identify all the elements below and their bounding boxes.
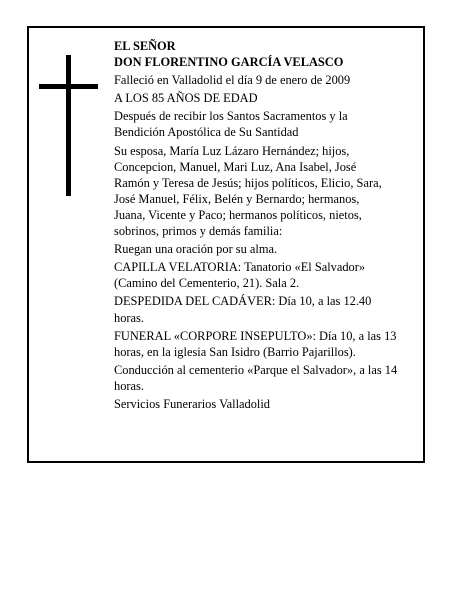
- farewell-line-1: DESPEDIDA DEL CADÁVER: Día 10, a las 12.40: [114, 294, 372, 309]
- death-date: Falleció en Valladolid el día 9 de enero de 2009: [114, 73, 351, 88]
- family-line-2: Concepcion, Manuel, Mari Luz, Ana Isabel, José: [114, 159, 357, 174]
- prayer-line: Ruegan una oración por su alma.: [114, 242, 278, 257]
- cemetery-line-2: horas.: [114, 378, 144, 393]
- family-line-6: sobrinos, primos y demás familia:: [114, 224, 283, 239]
- family-line-1: Su esposa, María Luz Lázaro Hernández; hijos,: [114, 143, 350, 158]
- deceased-name: DON FLORENTINO GARCÍA VELASCO: [114, 55, 344, 70]
- age-line: A LOS 85 AÑOS DE EDAD: [114, 91, 258, 106]
- title-line: EL SEÑOR: [114, 39, 176, 53]
- funeral-line-1: FUNERAL «CORPORE INSEPULTO»: Día 10, a las 13: [114, 328, 397, 343]
- chapel-line-1: CAPILLA VELATORIA: Tanatorio «El Salvador»: [114, 260, 366, 275]
- family-line-5: Juana, Vicente y Paco; hermanos políticos, nietos,: [114, 207, 362, 222]
- family-line-3: Ramón y Teresa de Jesús; hijos políticos, Elicio, Sara,: [114, 175, 382, 190]
- cross-icon-vertical: [66, 55, 71, 196]
- sacraments-line-2: Bendición Apostólica de Su Santidad: [114, 125, 299, 140]
- funeral-line-2: horas, en la iglesia San Isidro (Barrio Pajarillos).: [114, 344, 356, 359]
- farewell-line-2: horas.: [114, 310, 144, 325]
- family-line-4: José Manuel, Félix, Belén y Bernardo; hermanos,: [114, 191, 360, 206]
- cross-icon-horizontal: [39, 84, 98, 89]
- cemetery-line-1: Conducción al cementerio «Parque el Salvador», a las 14: [114, 362, 398, 377]
- sacraments-line-1: Después de recibir los Santos Sacramentos y la: [114, 109, 348, 124]
- chapel-line-2: (Camino del Cementerio, 21). Sala 2.: [114, 276, 300, 291]
- obituary-text: [114, 38, 454, 412]
- funeral-services-line: Servicios Funerarios Valladolid: [114, 396, 271, 411]
